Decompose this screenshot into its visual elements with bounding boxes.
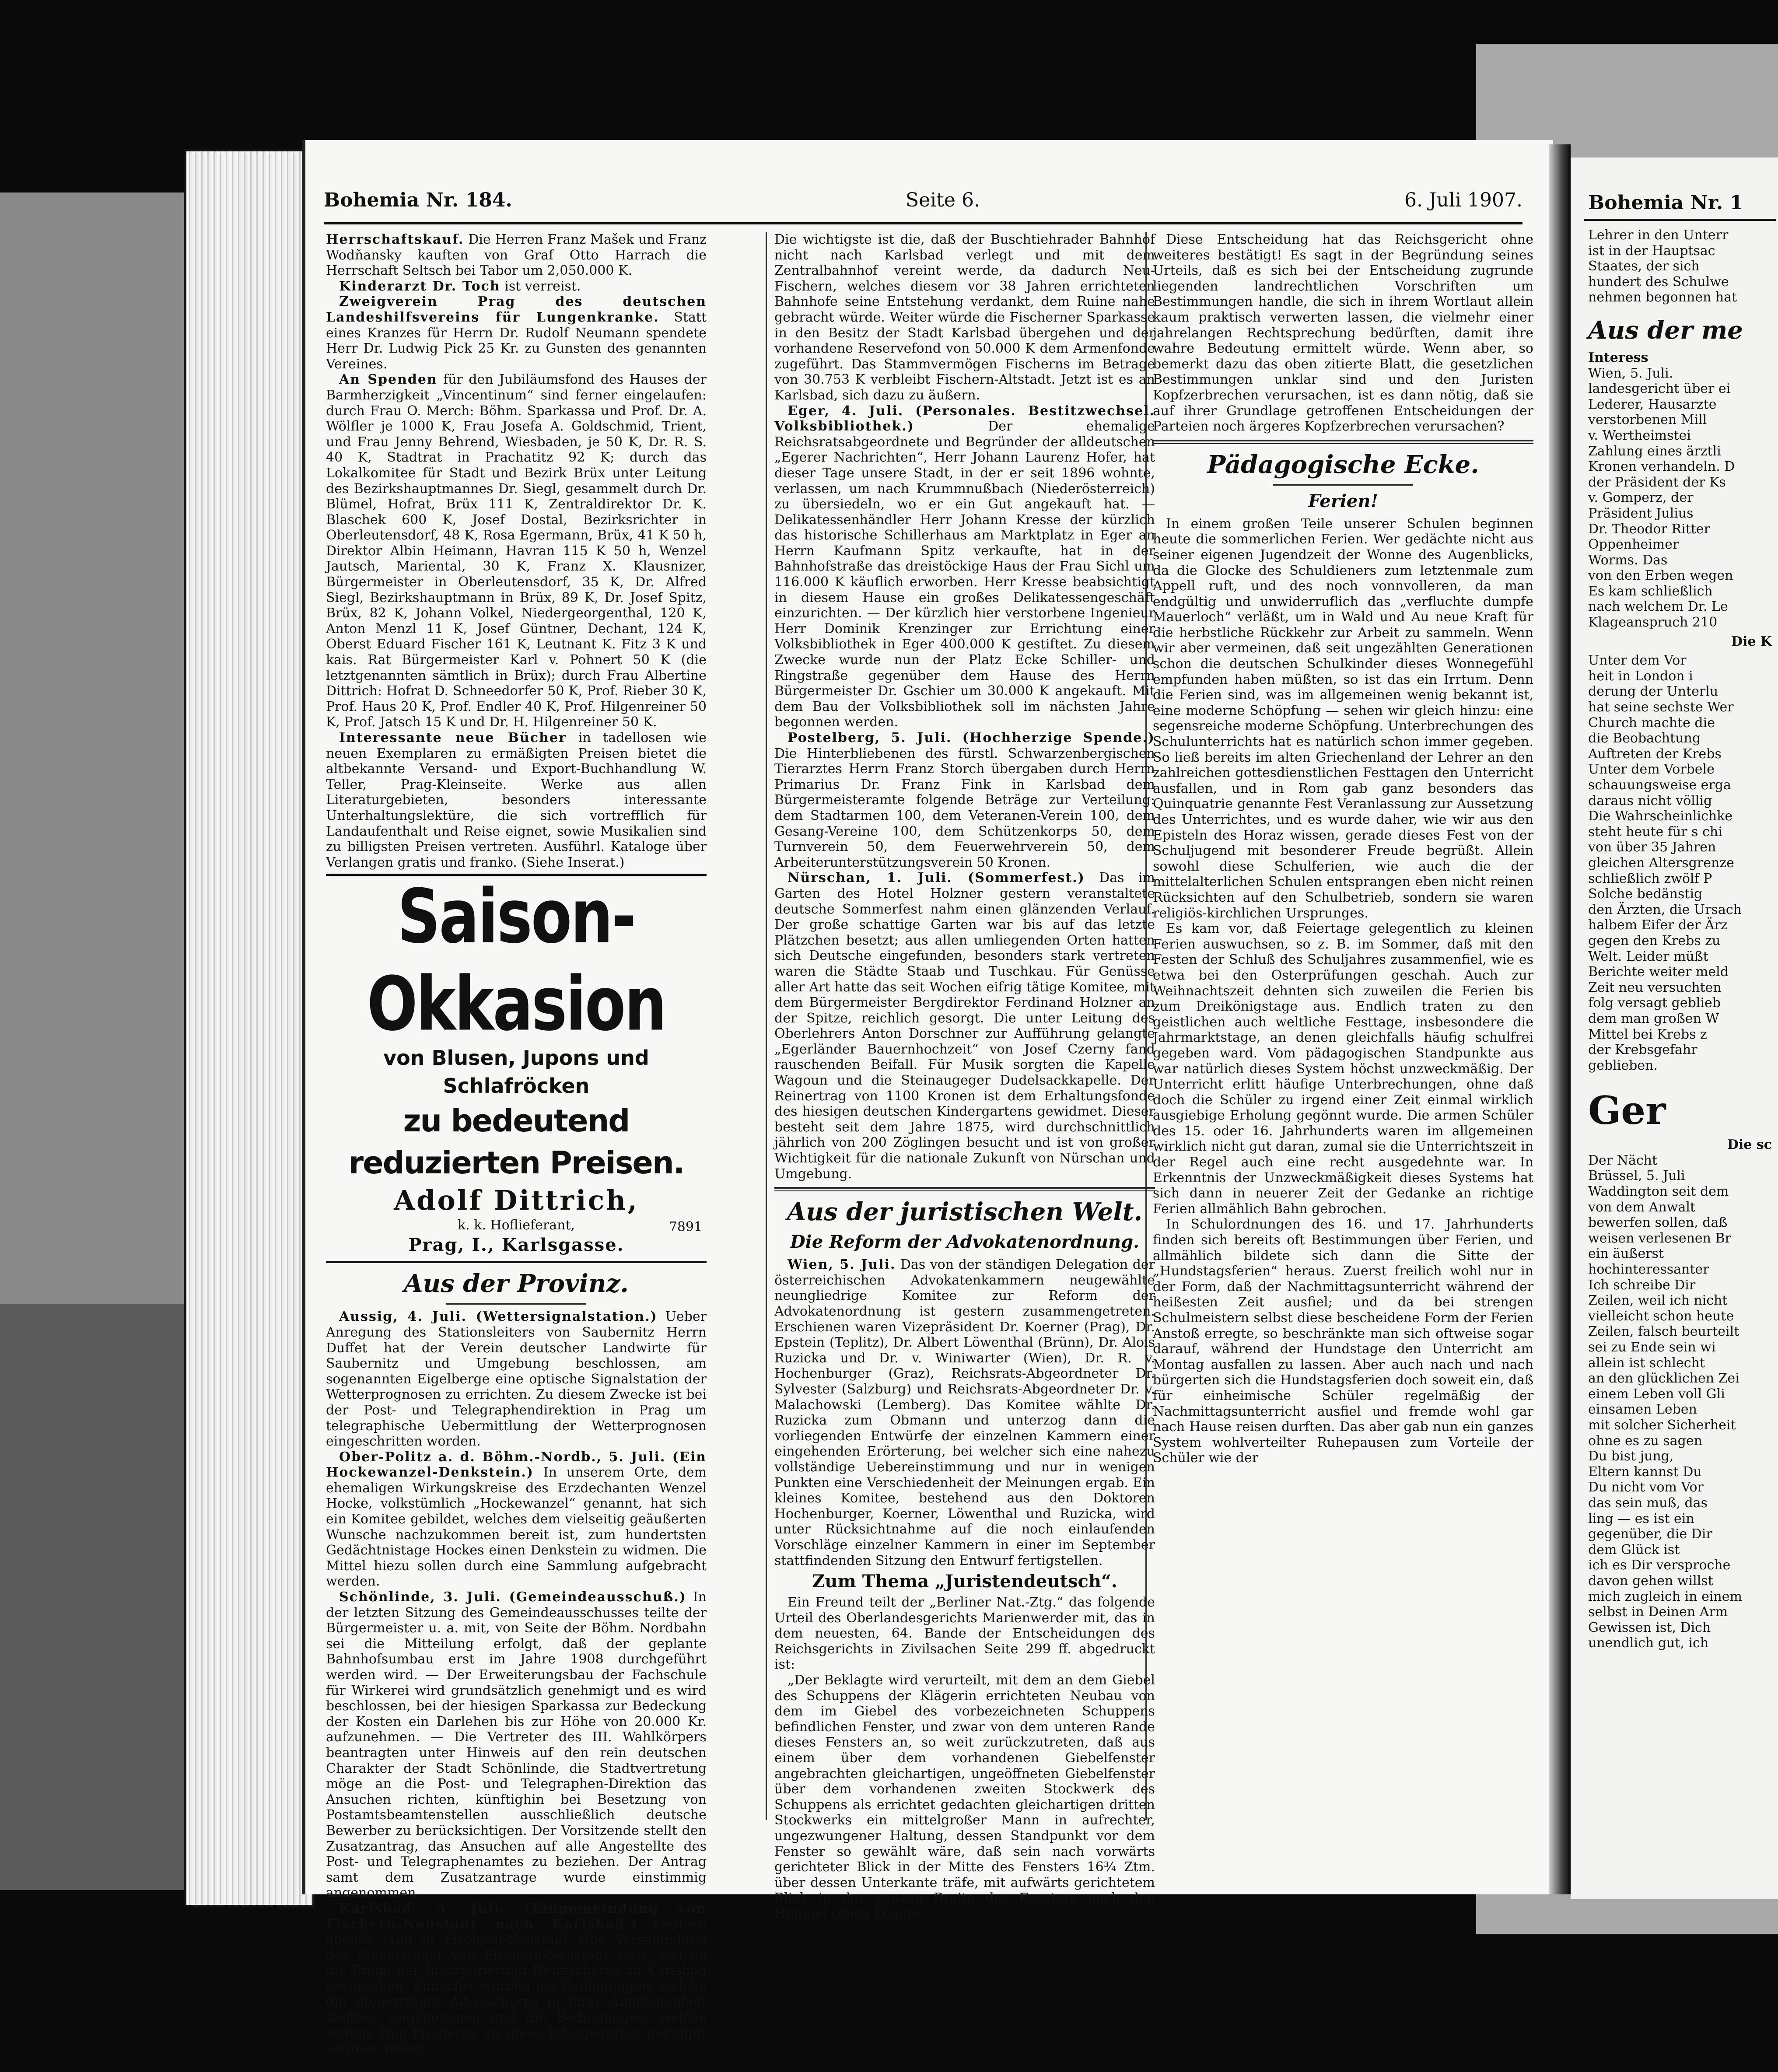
page-number: Seite 6. [906,189,980,211]
facing-page-fragment [1571,158,1778,1899]
ad-subtitle-row [326,1217,707,1234]
ad-title: Saison-Okkasion [367,874,666,1048]
article-heading: Ferien! [1308,490,1379,511]
news-item: Ober-Politz a. d. Böhm.-Nordb., 5. Juli. (Ein Hockewanzel-Denkstein.) In unserem Orte, dem ehemaligen Wirkungskreise des Erzdechanten Wenzel Hocke, volkstümlich „Hockewanzel“ genannt, hat sich ein Komitee gebildet, welches dem vielseitig geäußerten Wunsche nachzukommen bereit ist, zum hundertsten Gedächtnistage Hockes einen Denkstein zu widmen. Die Mittel hiezu sollen durch eine Sammlung aufgebracht werden. [326,1449,707,1589]
news-item: Karlsbad, 5. Juli. (Eingemeindung von Fischern-Neustadt nach Karlsbad.) Gestern abends fand in Fischern-Neustadt eine Versammlung der Steuerträger von Fischern-Neustadt statt, welche die Frage der Inkorporierung Neufischerns zu Karlsbad besprachen. Zunächst wurden die Bedingungen, welche die Steuerträger Alt-Fischerns in ihrer Angelegenheit stellten, angenommen und die Bedingungen, welche seitens Neu-Fischerns an diese Inkorporation geknüpft werden, fixiert. [326,1900,707,2057]
news-item: Postelberg, 5. Juli. (Hochherzige Spende.) Die Hinterbliebenen des fürstl. Schwarzenbergischen Tierarztes Herrn Franz Storch übergaben durch Herrn Primarius Dr. Franz Fink in Karlsbad dem Bürgermeisteramte folgende Beträge zur Verteilung: dem Stadtarmen 100, dem Veteranen-Verein 100, dem Gesang-Vereine 100, dem Schützenkorps 50, dem Turnverein 50, dem Feuerwehrverein 50, dem Arbeiterunterstützungsverein 50 Kronen. [774,730,1155,870]
news-item: In einem großen Teile unserer Schulen beginnen heute die sommerlichen Ferien. Wer gedächte nicht aus seiner eigenen Jugendzeit der Wonne des Augenblicks, da die Glocke des Schuldieners zum letztenmale zum Appell ruft, und des noch vonnvolleren, da man endgültig und unwiderruflich das „verfluchte dumpfe Mauerloch“ verläßt, um in Wald und Au neue Kraft für die herbstliche Rückkehr zur Arbeit zu sammeln. Wenn wir aber vermeinen, daß seit ungezählten Generationen schon die deutschen Schulkinder dieses Wonnegefühl empfunden haben müßten, so ist das ein Irrtum. Denn die Ferien sind, was im allgemeinen wenig bekannt ist, eine moderne Schöpfung — sehen wir gleich hinzu: eine segensreiche moderne Schöpfung. Unterbrechungen des Schulunterrichts hat es natürlich schon immer gegeben. So ließ bereits im alten Griechenland der Lehrer an den zahlreichen gottesdienstlichen Festtagen den Unterricht ausfallen, und in Rom gab ganz besonders das Quinquatrie genannte Fest Veranlassung zur Aussetzung des Unterrichtes, und es wurde daher, wie wir aus den Episteln des Horaz wissen, gerade dieses Fest von der Schuljugend mit besonderer Freude begrüßt. Allein sowohl diese Schulferien, wie auch die der mittelalterlichen Schulen entsprangen eben nicht reinen Rücksichten auf den Schulbetrieb, sondern sie waren religiös-kirchlichen Ursprunges. [1153,516,1533,921]
news-item: Aussig, 4. Juli. (Wettersignalstation.) Ueber Anregung des Stationsleiters von Saubernitz Herrn Duffet hat der Verein deutscher Landwirte für Saubernitz und Umgebung beschlossen, am sogenannten Eigelberge eine optische Signalstation der Wetterprognosen zu errichten. Zu diesem Zwecke ist bei der Post- und Telegraphendirektion in Prag um telegraphische Uebermittlung der Wetterprognosen eingeschritten worden. [326,1309,707,1449]
news-item: Interessante neue Bücher in tadellosen wie neuen Exemplaren zu ermäßigten Preisen bietet die altbekannte Versand- und Export-Buchhandlung W. Teller, Prag-Kleinseite. Werke aus allen Literaturgebieten, besonders interessante Unterhaltungslektüre, die sich vortrefflich für Landaufenthalt und Reise eignet, sowie Musikalien sind zu billigsten Preisen vertreten. Ausführl. Kataloge über Verlangen gratis und franko. (Siehe Inserat.) [326,730,707,870]
article-heading: Die Reform der Advokatenordnung. [790,1232,1139,1253]
facing-subheading: Interess [1588,350,1648,365]
facing-page-rule [1584,219,1776,221]
facing-subheading: Die K [1731,634,1772,649]
news-item: Die wichtigste ist die, daß der Buschtiehrader Bahnhof nicht nach Karlsbad verlegt und mit dem Zentralbahnhof vereint werde, da dadurch Neu-Fischern, welches diesem vor 38 Jahren errichteten Bahnhofe seine Entstehung verdankt, dem Ruine nahe gebracht würde. Weiter würde die Fischerner Sparkasse in den Besitz der Stadt Karlsbad übergehen und der vorhandene Reservefond von 50.000 K dem Armenfonde zugeführt. Das Stammvermögen Fischerns im Betrage von 30.753 K verbleibt Fischern-Altstadt. Jetzt ist es an Karlsbad, sich dazu zu äußern. [774,232,1155,403]
column-divider [766,232,767,1820]
article-heading: Zum Thema „Juristendeutsch“. [812,1571,1117,1592]
ad-company: Adolf Dittrich, [394,1184,639,1217]
facing-lines-low: Unter dem Vor heit in London i derung der Unterlu hat seine sechste Wer Church machte die die Beobachtung Auftreten der Krebs Unter dem Vorbele schauungsweise erga daraus nicht völlig Die Wahrscheinlichke steht heute für s chi von über 35 Jahren gleichen Altersgrenze schließlich zwölf P Solche bedänstig den Ärzten, die Ursach halbem Eifer der Ärz gegen den Krebs zu Welt. Leider müßt Berichte weiter meld Zeit neu versuchten folg versagt geblieb dem man großen W Mittel bei Krebs z der Krebsgefahr geblieben. [1588,653,1742,1073]
section-divider [1153,440,1533,444]
section-heading: Aus der Provinz. [404,1269,629,1298]
advertisement [326,874,707,1263]
running-head [324,189,1522,220]
news-item: In Schulordnungen des 16. und 17. Jahrhunderts finden sich bereits oft Bestimmungen über Ferien, und allmählich bildete sich dann die Sitte der „Hundstagsferien“ heraus. Zuerst freilich wohl nur in der Form, daß der Nachmittagsunterricht während der heißesten Zeit ausfiel; und da bei strengen Schulmeistern selbst diese bescheidene Form der Ferien Anstoß erregte, so beschränkte man sich oftweise sogar darauf, während der Hundstage den Unterricht am Montag ausfallen zu lassen. Aber auch nach und nach bürgerten sich die Hundstagsferien doch soweit ein, daß für einheimische Schüler regelmäßig der Nachmittagsunterricht ausfiel und fremde wohl gar nach Hause reisen durften. Das aber gab nun ein ganzes System wohlverteilter Ruhepausen zum Vorteile der Schüler wie der [1153,1217,1533,1466]
news-item: Zweigverein Prag des deutschen Landeshilfsvereins für Lungenkranke. Statt eines Kranzes für Herrn Dr. Rudolf Neumann spendete Herr Dr. Ludwig Pick 25 Kr. zu Gunsten des genannten Vereines. [326,294,707,372]
news-item: „Der Beklagte wird verurteilt, mit dem an dem Giebel des Schuppens der Klägerin errichteten Neubau von dem im Giebel des vorbezeichneten Schuppens befindlichen Fenster, und zwar von dem unteren Rande dieses Fensters an, so weit zurückzutreten, daß aus einem über dem vorhandenen Giebelfenster angebrachten gleichartigen, ungeöffneten Giebelfenster über dem vorhandenen zweiten Stockwerk des Schuppens als errichtet gedachten gleichartigen dritten Stockwerks ein mittelgroßer Mann in aufrechter, ungezwungener Haltung, dessen Standpunkt vor dem Fenster so gewählt wäre, daß sein nach vorwärts gerichteter Blick in der Mitte des Fensters 16¾ Ztm. über dessen Unterkante träfe, mit aufwärts gerichtetem Blick in der ganzen Breite des Fensters noch den Himmel sehen könnte.“ [774,1673,1155,1922]
ad-subtitle: k. k. Hoflieferant, [457,1218,575,1233]
section-heading: Aus der juristischen Welt. [787,1197,1143,1227]
facing-lines-mid: Wien, 5. Juli. landesgericht über ei Lederer, Hausarzte verstorbenen Mill v. Wertheimstei Zahlung eines ärztli Kronen verhandeln. D der Präsident der Ks v. Gomperz, der Präsident Julius Dr. Theodor Ritter Oppenheimer Worms. Das von den Erben wegen Es kam schließlich nach welchem Dr. Le Klageanspruch 210 [1588,365,1735,630]
book-page-edges [184,149,315,1908]
scanner-margin-left-lower [0,1304,206,1890]
section-rule [446,1303,586,1305]
column-1 [326,232,707,2057]
section-heading: Pädagogische Ecke. [1207,450,1479,479]
column-2 [774,232,1155,1922]
book-gutter [1549,144,1571,1894]
news-item: Diese Entscheidung hat das Reichsgericht ohne weiteres bestätigt! Es sagt in der Begründung seines Urteils, daß es sich bei der Entscheidung zugrunde liegenden landrechtlichen Vorschriften um Bestimmungen handle, die sich in ihrem Wortlaut allein kaum praktisch verwerten lassen, die vielmehr einer jahrelangen Rechtsprechung bedürften, damit ihre wahre Bedeutung ermittelt würde. Wenn aber, so bemerkt dazu das oben zitierte Blatt, die gesetzlichen Bestimmungen unklar sind und den Juristen Kopfzerbrechen verursachen, ist es dann nötig, daß sie auf ihrer Grundlage getroffenen Entscheidungen der Parteien noch ärgeres Kopfzerbrechen verursachen? [1153,232,1533,434]
news-item: Es kam vor, daß Feiertage gelegentlich zu kleinen Ferien auswuchsen, so z. B. im Sommer, daß mit den Festen der Schluß des Schuljahres zusammenfiel, wie es etwa bei den Osterprüfungen geschah. Auch zur Weihnachtszeit dehnten sich zuweilen die Ferien bis zum Dreikönigstage aus. Endlich traten zu den geistlichen auch weltliche Festtage, insbesondere die Jahrmarktstage, an denen gleichfalls häufig schulfrei gegeben ward. Vom pädagogischen Standpunkte aus war natürlich dieses System höchst unzweckmäßig. Der Unterricht erlitt häufige Unterbrechungen, ohne daß doch die Schüler zu irgend einer Zeit einmal wirklich ausgiebige Erholung gegönnt wurde. Die armen Schüler des 15. oder 16. Jahrhunderts waren im allgemeinen wirklich nicht gut daran, zumal sie die Unterrichtszeit in der Regel auch eine recht ausgedehnte war. In Erkenntnis der Unzweckmäßigkeit dieses Systems hat sich dann in neuerer Zeit der Gedanke an richtige Ferien allmählich Bahn gebrochen. [1153,921,1533,1217]
news-item: Herrschaftskauf. Die Herren Franz Mašek und Franz Wodňansky kauften von Graf Otto Harrach die Herrschaft Seltsch bei Tabor um 2,050.000 K. [326,232,707,279]
masthead-issue: Bohemia Nr. 184. [324,189,512,211]
section-rule [1273,484,1413,486]
facing-section-heading: Ger [1588,1088,1666,1134]
facing-page-head: Bohemia Nr. 1 [1588,192,1743,214]
column-3 [1153,232,1533,1829]
section-divider [774,1187,1155,1191]
issue-date: 6. Juli 1907. [1404,189,1522,211]
ad-number: 7891 [668,1219,702,1235]
header-rule [324,222,1522,224]
facing-subheading: Die sc [1727,1137,1772,1153]
news-item: Schönlinde, 3. Juli. (Gemeindeausschuß.) In der letzten Sitzung des Gemeindeausschusses teilte der Bürgermeister u. a. mit, von Seite der Böhm. Nordbahn sei die Mitteilung erfolgt, daß der geplante Bahnhofsumbau erst im Jahre 1908 durchgeführt werden wird. — Der Erweiterungsbau der Fachschule für Wirkerei wird grundsätzlich genehmigt und es wird beschlossen, bei der hiesigen Sparkassa zur Bedeckung der Kosten ein Darlehen bis zur Höhe von 20.000 Kr. aufzunehmen. — Die Vertreter des III. Wahlkörpers beantragten unter Hinweis auf den rein deutschen Charakter der Stadt Schönlinde, die Stadtvertretung möge an die Post- und Telegraphen-Direktion das Ansuchen richten, künftighin bei Besetzung von Postamtsbeamtenstellen ausschließlich deutsche Bewerber zu berücksichtigen. Der Vorsitzende stellt den Zusatzantrag, das Ansuchen auf alle Angestellte des Post- und Telegraphenamtes zu beziehen. Der Antrag samt dem Zusatzantrage wurde einstimmig angenommen. [326,1589,707,1901]
news-item: Ein Freund teilt der „Berliner Nat.-Ztg.“ das folgende Urteil des Oberlandesgerichts Marienwerder mit, das in dem neuesten, 64. Bande der Entscheidungen des Reichsgerichts in Zivilsachen Seite 299 ff. abgedruckt ist: [774,1595,1155,1673]
news-item: An Spenden für den Jubiläumsfond des Hauses der Barmherzigkeit „Vincentinum“ sind ferner eingelaufen: durch Frau O. Merch: Böhm. Sparkassa und Prof. Dr. A. Wölfler je 1000 K, Frau Josefa A. Goldschmid, Trient, und Frau Jenny Behrend, Wiesbaden, je 50 K, Dr. R. S. 40 K, Stadtrat in Prachatitz 92 K; durch das Lokalkomitee für Stadt und Bezirk Brüx unter Leitung des Bezirkshauptmannes Dr. Siegl, gesammelt durch Dr. Blümel, Hofrat, Brüx 111 K, Zentraldirektor Dr. K. Blaschek 600 K, Josef Dostal, Bezirksrichter in Oberleutensdorf, 48 K, Rosa Egermann, Brüx, 41 K 50 h, Direktor Albin Heimann, Havran 115 K 50 h, Wenzel Jautsch, Mariental, 30 K, Franz X. Klausnizer, Bürgermeister in Oberleutensdorf, 35 K, Dr. Alfred Siegl, Bezirkshauptmann in Brüx, 89 K, Dr. Josef Spitz, Brüx, 82 K, Johann Volkel, Niedergeorgenthal, 120 K, Anton Menzl 11 K, Josef Güntner, Dechant, 124 K, Oberst Eduard Fischer 161 K, Leutnant K. Fitz 3 K und kais. Rat Bürgermeister Karl v. Pohnert 50 K (die letztgenannten sämtlich in Brüx); durch Frau Albertine Dittrich: Hofrat D. Schneedorfer 50 K, Prof. Rieber 30 K, Prof. Haus 20 K, Prof. Endler 40 K, Prof. Hilgenreiner 50 K, Prof. Jatsch 15 K und Dr. H. Hilgenreiner 50 K. [326,372,707,730]
facing-lines-end: Der Nächt Brüssel, 5. Juli Waddington seit dem von dem Anwalt bewerfen sollen, daß weisen verlesenen Br ein äußerst hochinteressanter Ich schreibe Dir Zeilen, weil ich nicht vielleicht schon heute Zeilen, falsch beurteilt sei zu Ende sein wi allein ist schlecht an den glücklichen Zei einem Leben voll Gli einsamen Leben mit solcher Sicherheit ohne es zu sagen Du bist jung, Eltern kannst Du Du nicht vom Vor das sein muß, das ling — es ist ein gegenüber, die Dir dem Glück ist ich es Dir versproche davon gehen willst mich zugleich in einem selbst in Deinen Arm Gewissen ist, Dich unendlich gut, ich [1588,1152,1742,1651]
ad-line: von Blusen, Jupons und Schlafröcken [383,1046,649,1098]
facing-section-heading: Aus der me [1588,315,1743,345]
ad-address: Prag, I., Karlsgasse. [408,1235,624,1256]
news-item: Nürschan, 1. Juli. (Sommerfest.) Das im Garten des Hotel Holzner gestern veranstaltete deutsche Sommerfest nahm einen glänzenden Verlauf. Der große schattige Garten war bis auf das letzte Plätzchen besetzt; aus allen umliegenden Orten hatten sich Deutsche eingefunden, besonders stark vertreten waren die Städte Staab und Tuschkau. Für Genüsse aller Art hatte das seit Wochen eifrig tätige Komitee, mit dem Bürgermeister Bergdirektor Ferdinand Holzner an der Spitze, reichlich gesorgt. Die unter Leitung des Oberlehrers Anton Dorschner zur Aufführung gelangte „Egerländer Bauernhochzeit“ von Josef Czerny fand rauschenden Beifall. Für Musik sorgten die Kapelle Wagoun und die Steinaugeger Dudelsackkapelle. Der Reinertrag von 1100 Kronen ist dem Erhaltungsfonde des hiesigen deutschen Kindergartens gewidmet. Dieser besteht seit dem Jahre 1875, wird durchschnittlich jährlich von 200 Zöglingen besucht und ist von großer Wichtigkeit für die nationale Zukunft von Nürschan und Umgebung. [774,870,1155,1182]
news-item: Kinderarzt Dr. Toch ist verreist. [339,278,581,294]
facing-page-column [1588,228,1772,1651]
news-item: Wien, 5. Juli. Das von der ständigen Delegation der österreichischen Advokatenkammern neugewählte neungliedrige Komitee zur Reform der Advokatenordnung ist gestern zusammengetreten. Erschienen waren Vizepräsident Dr. Koerner (Prag), Dr. Epstein (Teplitz), Dr. Albert Löwenthal (Brünn), Dr. Alois Ruzicka und Dr. v. Winiwarter (Wien), Dr. R. v. Hochenburger (Graz), Reichsrats-Abgeordneter Dr. Sylvester (Salzburg) und Reichsrats-Abgeordneter Dr. v. Malachowski (Lemberg). Das Komitee wählte Dr. Ruzicka zum Obmann und unterzog dann die vorliegenden Entwürfe der einzelnen Kammern einer eingehenden Erörterung, bei welcher sich eine nahezu vollständige Uebereinstimmung und nur in wenigen Punkten eine Verschiedenheit der Meinungen ergab. Ein kleines Komitee, bestehend aus den Doktoren Hochenburger, Koerner, Löwenthal und Ruzicka, wird unter Rücksichtnahme auf die noch einlaufenden Vorschläge einzelner Kammern in einer im September stattfindenden Sitzung den Entwurf fertigstellen. [774,1257,1155,1568]
facing-lines-top: Lehrer in den Unterr ist in der Hauptsac Staates, der sich hundert des Schulwe nehmen begonnen hat [1588,228,1737,305]
news-item: Eger, 4. Juli. (Personales. Bestitzwechsel. Volksbibliothek.) Der ehemalige Reichsratsabgeordnete und Begründer der alldeutschen „Egerer Nachrichten“, Herr Johann Laurenz Hofer, hat dieser Tage unsere Stadt, in der er seit 1896 wohnte, verlassen, um nach Krummnußbach (Niederösterreich) zu übersiedeln, wo er ein Gut angekauft hat. — Delikatessenhändler Herr Johann Kresse der kürzlich das historische Schillerhaus am Marktplatz in Eger an Herrn Kaufmann Spitz verkaufte, hat in der Bahnhofstraße das dreistöckige Haus der Frau Sichl um 116.000 K käuflich erworben. Herr Kresse beabsichtigt in diesem Hause ein großes Delikatessengeschäft einzurichten. — Der kürzlich hier verstorbene Ingenieur Herr Dominik Krenzinger zur Errichtung einer Volksbibliothek in Eger 400.000 K gestiftet. Zu diesem Zwecke wurde nun der Platz Ecke Schiller- und Ringstraße gegenüber dem Hause des Herrn Bürgermeister Dr. Gschier um 30.000 K angekauft. Mit dem Bau der Volksbibliothek soll im nächsten Jahre begonnen werden. [774,403,1155,730]
ad-line: zu bedeutend reduzierten Preisen. [348,1103,684,1181]
